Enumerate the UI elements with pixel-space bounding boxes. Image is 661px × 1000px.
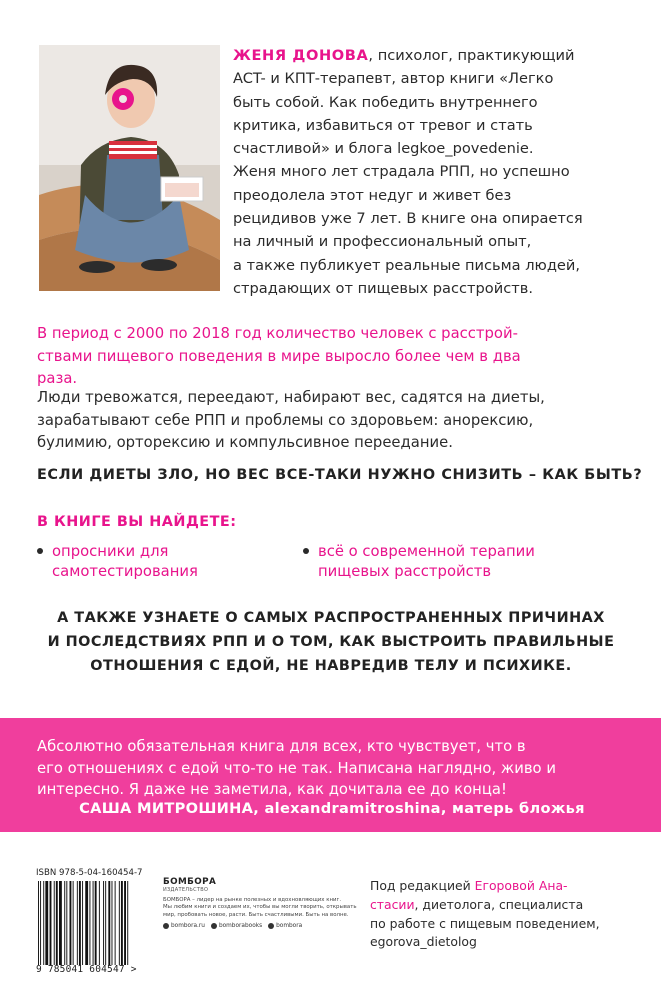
blurb-line: мир, пробовать новое, расти. Быть счастливыми. Быть на волне. [163,911,349,918]
blurb-line: БОМБОРА – лидер на рынке полезных и вдохновляющих книг. [163,897,342,903]
bio-line: быть собой. Как победить внутреннего [233,93,538,111]
editor-handle: egorova_dietolog [370,934,477,950]
author-name: ЖЕНЯ ДОНОВА [233,47,369,64]
barcode-bar [89,881,90,965]
barcode-bar [40,881,41,965]
publisher-link-books: bomborabooks [211,923,262,929]
barcode-bar [124,881,126,965]
social-icon [268,923,274,929]
quote-author: САША МИТРОШИНА, alexandramitroshina, матерь бложья [79,800,585,817]
publisher-links [163,923,363,929]
isbn-label: ISBN 978-5-04-160454-7 [36,868,143,878]
barcode-bar [64,881,65,965]
bullet-dot-icon [37,548,43,554]
globe-icon [163,923,169,929]
find-item-line: всё о современной терапии [318,543,535,560]
barcode-bar [112,881,113,965]
barcode-bar [105,881,106,965]
barcode-bar [85,881,88,965]
bio-line: на личный и профессиональный опыт, [233,233,532,251]
barcode-bar [77,881,78,965]
problem-paragraph [37,387,625,455]
barcode-bar [54,881,55,965]
barcode-bar [70,881,72,965]
barcode-bar [59,881,62,965]
publisher-logo: БОМБОРА [163,877,217,887]
barcode-bar [50,881,52,965]
quote-line: интересно. Я даже не заметила, как дочитала ее до конца! [37,781,507,798]
barcode-digits: 9 785041 604547 > [36,964,137,975]
quote-line: его отношениях с едой что-то не так. Написана наглядно, живо и [37,759,556,777]
headline-question: ЕСЛИ ДИЕТЫ ЗЛО, НО ВЕС ВСЕ-ТАКИ НУЖНО СНИЗИТЬ – КАК БЫТЬ? [37,467,643,483]
barcode-bar [95,881,97,965]
editor-credit [370,877,640,952]
barcode [38,881,152,965]
bio-line: преодолела этот недуг и живет без [233,186,512,204]
barcode-bar [108,881,110,965]
stat-line: В период с 2000 по 2018 год количество человек с расстрой- [37,325,518,342]
bio-line: счастливой» и блога legkoe_povedenie. [233,140,534,158]
author-photo [39,45,220,291]
editor-name-cont: стасии [370,896,415,912]
bio-line: критика, избавиться от тревог и стать [233,116,533,134]
barcode-bar [82,881,83,965]
editor-name: Егоровой Ана- [474,878,568,893]
find-item-line: самотестирования [52,562,198,580]
barcode-bar [99,881,100,965]
find-item-line: опросники для [52,543,169,560]
find-heading: В КНИГЕ ВЫ НАЙДЕТЕ: [37,514,237,530]
barcode-bar [56,881,58,965]
publisher-blurb [163,897,359,919]
also-line: И ПОСЛЕДСТВИЯХ РПП И О ТОМ, КАК ВЫСТРОИТЬ ПРАВИЛЬНЫЕ [47,634,615,650]
bio-line: рецидивов уже 7 лет. В книге она опирается [233,210,583,228]
editor-prefix: Под редакцией [370,878,475,893]
find-item [37,542,297,582]
publisher-link-site: bombora.ru [163,923,205,929]
also-line: ОТНОШЕНИЯ С ЕДОЙ, НЕ НАВРЕДИВ ТЕЛУ И ПСИХИКЕ. [90,658,572,674]
bio-line: ACT- и КПТ-терапевт, автор книги «Легко [233,70,554,88]
bio-line: страдающих от пищевых расстройств. [233,279,533,297]
barcode-bar [43,881,44,965]
para-line: Люди тревожатся, переедают, набирают вес, садятся на диеты, [37,389,545,406]
also-learn-block [37,606,625,678]
isbn-block [36,868,154,978]
publisher-link-social: bombora [268,923,302,929]
find-item [303,542,603,582]
stat-line: ствами пищевого поведения в мире выросло более чем в два [37,347,521,365]
statistic-paragraph [37,323,625,391]
barcode-bar [119,881,120,965]
barcode-bar [38,881,39,965]
editor-role: , диетолога, специалиста [414,896,584,912]
social-icon [211,923,217,929]
barcode-bar [127,881,128,965]
publisher-sub: ИЗДАТЕЛЬСТВО [163,887,209,893]
stat-line: раза. [37,370,78,388]
barcode-bar [45,881,48,965]
testimonial-quote [37,736,627,801]
bio-line: , психолог, практикующий [368,47,575,64]
bio-line: а также публикует реальные письма людей, [233,256,581,274]
quote-line: Абсолютно обязательная книга для всех, кто чувствует, что в [37,738,526,755]
find-item-line: пищевых расстройств [318,562,492,580]
barcode-bar [121,881,123,965]
para-line: булимию, орторексию и компульсивное переедание. [37,434,453,452]
barcode-bar [103,881,104,965]
publisher-block [163,877,363,929]
blurb-line: Мы любим книги и создаем их, чтобы вы могли творить, открывать [163,904,357,911]
bullet-dot-icon [303,548,309,554]
barcode-bar [73,881,74,965]
barcode-bar [66,881,67,965]
bio-line: Женя много лет страдала РПП, но успешно [233,163,570,181]
barcode-bar [79,881,81,965]
para-line: зарабатывают себе РПП и проблемы со здоровьем: анорексию, [37,411,534,429]
barcode-bar [115,881,116,965]
author-bio [233,44,628,300]
barcode-bar [93,881,94,965]
also-line: А ТАКЖЕ УЗНАЕТЕ О САМЫХ РАСПРОСТРАНЕННЫХ ПРИЧИНАХ [57,610,605,626]
editor-line: по работе с пищевым поведением, [370,915,600,931]
